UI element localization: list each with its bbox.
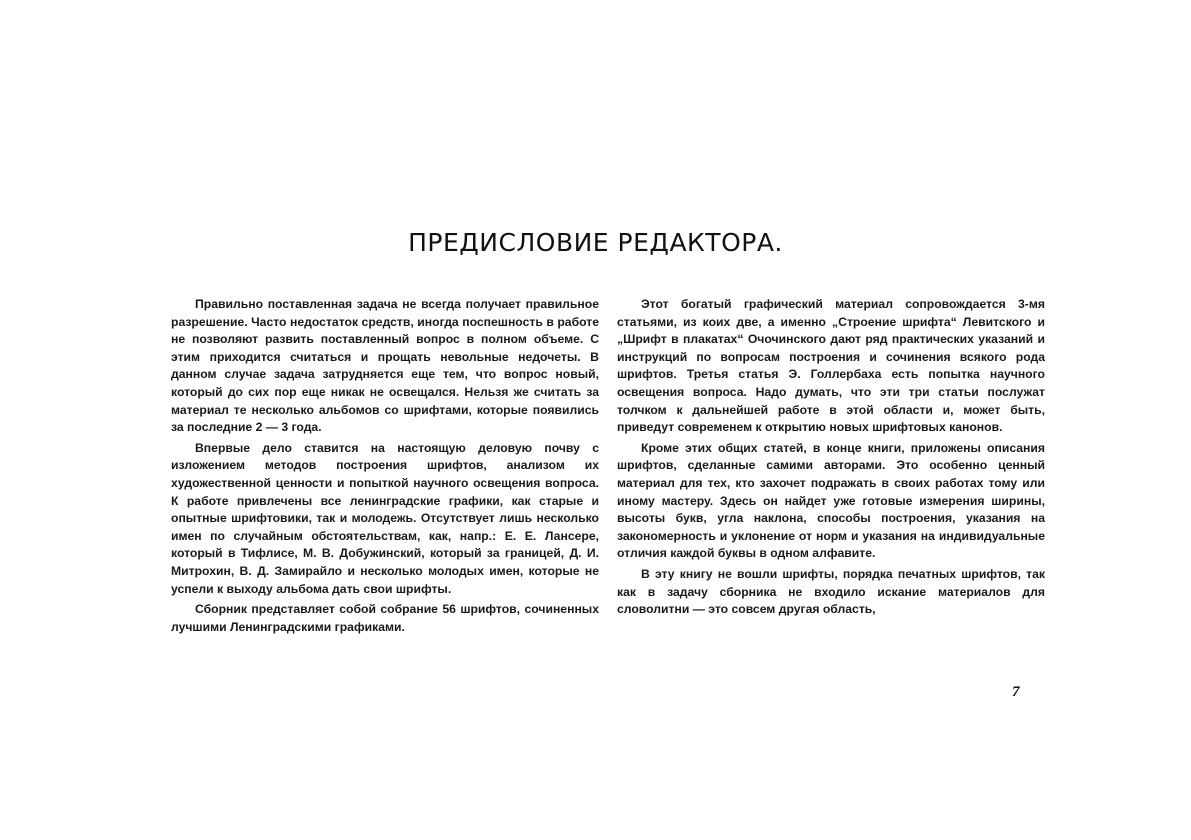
left-text-column	[171, 296, 599, 636]
paragraph: Впервые дело ставится на настоящую деловую почву с изложением методов построения шрифтов, анализом их художественной ценности и попыткой научного освещения вопроса. К работе привлечены все ленинградские графики, как старые и опытные шрифтовики, так и молодежь. Отсутствует лишь несколько имен по случайным обстоятельствам, как, напр.: Е. Е. Лансере, который в Тифлисе, М. В. Добужинский, который за границей, Д. И. Митрохин, В. Д. Замирайло и несколько молодых имен, которые не успели к выходу альбома дать свои шрифты.	[171, 440, 599, 596]
paragraph: Кроме этих общих статей, в конце книги, приложены описания шрифтов, сделанные самими авторами. Это особенно ценный материал для тех, кто захочет подражать в своих работах тому или иному мастеру. Здесь он найдет уже готовые измерения ширины, высоты букв, угла наклона, способы построения, указания на закономерность и уклонение от норм и указания на индивидуальные отличия каждой буквы в одном алфавите.	[617, 440, 1045, 561]
paragraph: Сборник представляет собой собрание 56 шрифтов, сочиненных лучшими Ленинградскими графиками.	[171, 602, 599, 634]
paragraph: Правильно поставленная задача не всегда получает правильное разрешение. Часто недостаток средств, иногда поспешность в работе не позволяют развить поставленный вопрос в полном объеме. С этим приходится считаться и прощать невольные недочеты. В данном случае задача затрудняется еще тем, что вопрос новый, который до сих пор еще никак не освещался. Нельзя же считать за материал те несколько альбомов со шрифтами, которые появились за последние 2 — 3 года.	[171, 297, 599, 435]
page-title: ПРЕДИСЛОВИЕ РЕДАКТОРА.	[408, 228, 783, 257]
paragraph: В эту книгу не вошли шрифты, порядка печатных шрифтов, так как в задачу сборника не входило искание материалов для словолитни — это совсем другая область,	[617, 566, 1045, 617]
page-number: 7	[1012, 684, 1020, 700]
right-text-column	[617, 296, 1045, 619]
paragraph: Этот богатый графический материал сопровождается 3-мя статьями, из коих две, а именно „Строение шрифта“ Левитского и „Шрифт в плакатах“ Очочинского дают ряд практических указаний и инструкций по вопросам построения и сочинения всякого рода шрифтов. Третья статья Э. Голлербаха есть попытка научного освещения вопроса. Надо думать, что эти три статьи послужат толчком к дальнейшей работе в этой области и, может быть, приведут современем к открытию новых шрифтовых канонов.	[617, 297, 1045, 435]
